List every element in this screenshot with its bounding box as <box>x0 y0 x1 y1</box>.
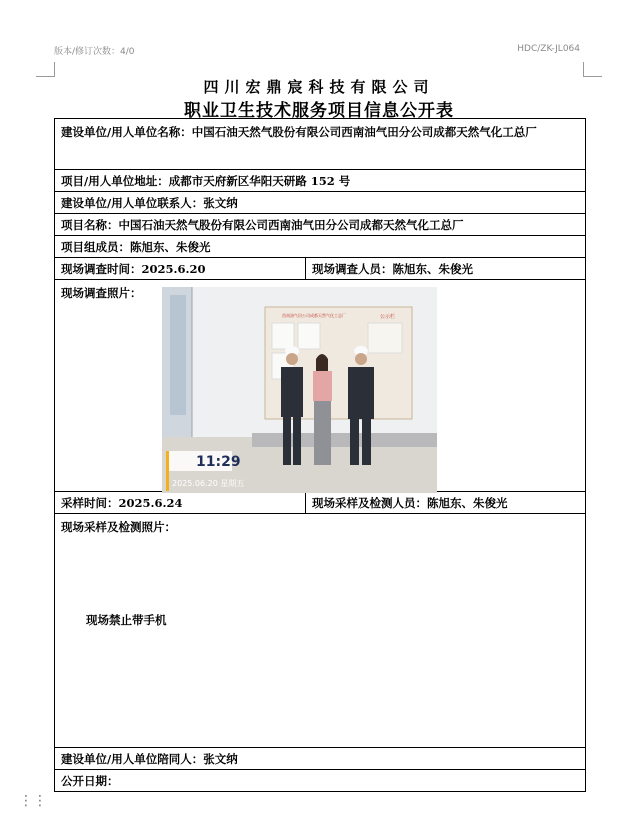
margin-corner-mark <box>36 62 55 77</box>
escort-cell: 建设单位/用人单位陪同人：张文纳 <box>55 748 586 770</box>
members-cell: 项目组成员：陈旭东、朱俊光 <box>55 236 586 258</box>
board-label: 公示栏 <box>380 314 396 320</box>
document-code: HDC/ZK-JL064 <box>517 44 580 54</box>
contact-cell: 建设单位/用人单位联系人：张文纳 <box>55 192 586 214</box>
form-title: 职业卫生技术服务项目信息公开表 <box>184 101 454 121</box>
survey-staff-cell: 现场调查人员：陈旭东、朱俊光 <box>306 258 586 280</box>
sampling-photo-cell: 现场采样及检测照片： <box>55 514 586 748</box>
company-name: 四川宏鼎宸科技有限公司 <box>203 78 435 96</box>
address-cell: 项目/用人单位地址：成都市天府新区华阳天研路 152 号 <box>55 170 586 192</box>
drag-handle-icon[interactable]: ⋮⋮ <box>19 793 47 809</box>
survey-photo-cell: 现场调查照片： <box>55 280 586 492</box>
phone-prohibited-note: 现场禁止带手机 <box>86 613 167 627</box>
survey-time-cell: 现场调查时间：2025.6.20 <box>55 258 306 280</box>
version-info: 版本/修订次数：4/0 <box>54 47 135 57</box>
photo-date: 2025.06.20 星期五 <box>172 479 245 488</box>
publish-date-cell: 公开日期： <box>55 770 586 792</box>
client-name-cell: 建设单位/用人单位名称：中国石油天然气股份有限公司西南油气田分公司成都天然气化工总厂 <box>55 119 586 170</box>
project-name-cell: 项目名称：中国石油天然气股份有限公司西南油气田分公司成都天然气化工总厂 <box>55 214 586 236</box>
sampling-time-cell: 采样时间：2025.6.24 <box>55 492 306 514</box>
margin-corner-mark <box>583 62 602 77</box>
photo-time: 11:29 <box>196 454 241 470</box>
sampling-staff-cell: 现场采样及检测人员：陈旭东、朱俊光 <box>306 492 586 514</box>
board-title: 西南油气田公司成都天然气化工总厂 <box>282 313 346 318</box>
survey-photo <box>162 287 437 493</box>
